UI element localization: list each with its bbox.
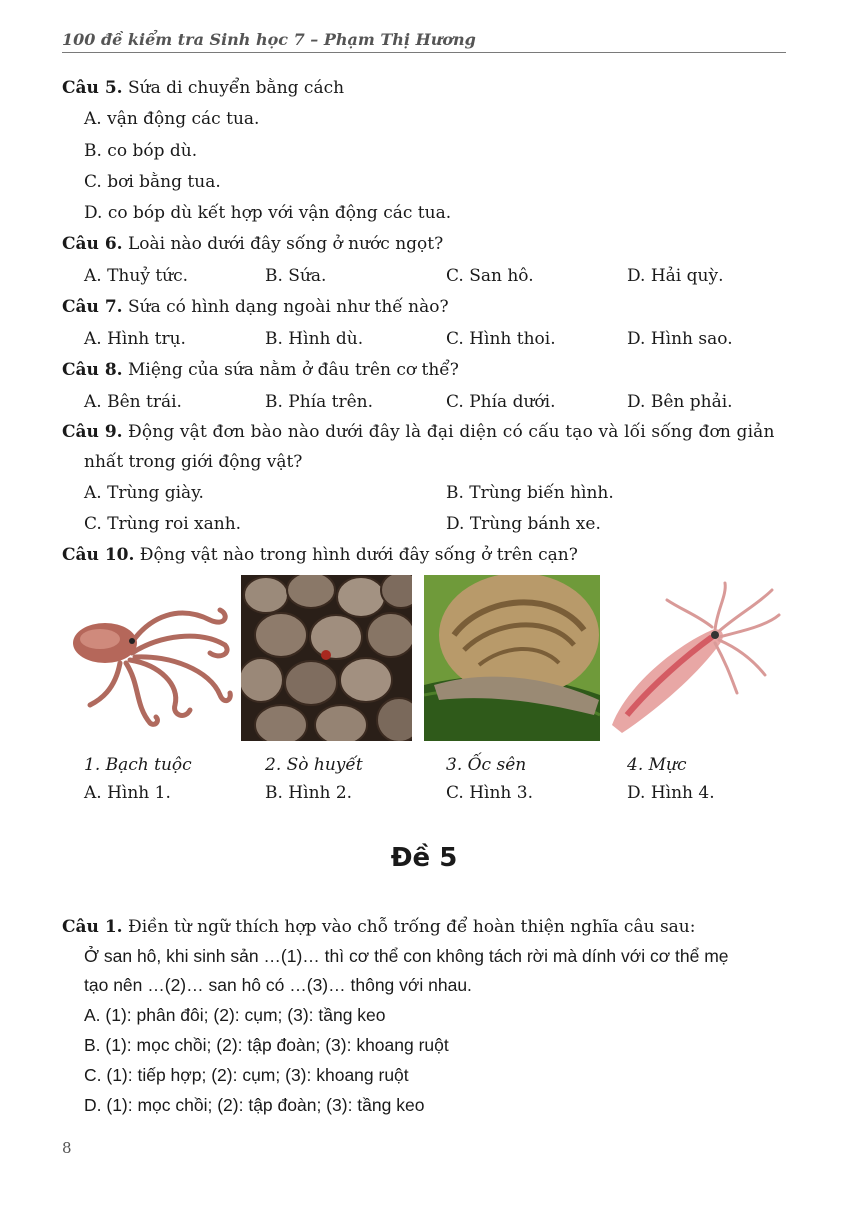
option: D. Trùng bánh xe. xyxy=(446,514,601,534)
snail-image xyxy=(424,575,600,741)
option: B. Hình 2. xyxy=(265,783,353,803)
cockles-image xyxy=(241,575,412,741)
question-9 xyxy=(62,422,775,442)
option: D. Hình sao. xyxy=(627,329,733,349)
option: B. (1): mọc chồi; (2): tập đoàn; (3): khoang ruột xyxy=(84,1035,449,1055)
de5-question-1 xyxy=(62,917,695,937)
figure-caption: 4. Mực xyxy=(627,755,687,775)
option: B. Trùng biến hình. xyxy=(446,483,614,503)
question-text: Động vật đơn bào nào dưới đây là đại diện có cấu tạo và lối sống đơn giản xyxy=(127,422,775,442)
question-8 xyxy=(62,360,459,380)
question-label: Câu 5. xyxy=(62,78,123,98)
question-label: Câu 1. xyxy=(62,917,123,937)
question-text: Miệng của sứa nằm ở đâu trên cơ thể? xyxy=(122,360,459,380)
squid-image xyxy=(607,575,783,741)
option: C. Phía dưới. xyxy=(446,392,556,412)
figure-caption: 2. Sò huyết xyxy=(265,755,363,775)
option: C. San hô. xyxy=(446,266,534,286)
option: C. bơi bằng tua. xyxy=(84,172,221,192)
option: B. Sứa. xyxy=(265,266,327,286)
option: B. co bóp dù. xyxy=(84,141,198,161)
figure-caption: 3. Ốc sên xyxy=(446,755,527,775)
question-text: Sứa di chuyển bằng cách xyxy=(122,78,345,98)
option: A. Thuỷ tức. xyxy=(84,266,189,286)
option: D. Hải quỳ. xyxy=(627,266,724,286)
option: D. Bên phải. xyxy=(627,392,733,412)
octopus-image xyxy=(60,575,238,741)
question-text: Loài nào dưới đây sống ở nước ngọt? xyxy=(122,234,444,254)
option: A. (1): phân đôi; (2): cụm; (3): tầng keo xyxy=(84,1005,386,1025)
question-6 xyxy=(62,234,443,254)
option: A. Bên trái. xyxy=(84,392,182,412)
option: A. Hình trụ. xyxy=(84,329,186,349)
option: C. Hình thoi. xyxy=(446,329,556,349)
question-stem: Ở san hô, khi sinh sản …(1)… thì cơ thể con không tách rời mà dính với cơ thể mẹ xyxy=(84,946,729,966)
question-text: Động vật nào trong hình dưới đây sống ở trên cạn? xyxy=(134,545,578,565)
option: B. Hình dù. xyxy=(265,329,364,349)
option: A. Hình 1. xyxy=(84,783,171,803)
question-label: Câu 7. xyxy=(62,297,123,317)
section-title: Đề 5 xyxy=(390,843,458,873)
option: C. Hình 3. xyxy=(446,783,533,803)
question-label: Câu 6. xyxy=(62,234,123,254)
question-text-cont: nhất trong giới động vật? xyxy=(84,452,303,472)
option: D. co bóp dù kết hợp với vận động các tua. xyxy=(84,203,452,223)
question-label: Câu 10. xyxy=(62,545,135,565)
question-7 xyxy=(62,297,449,317)
question-text: Điền từ ngữ thích hợp vào chỗ trống để hoàn thiện nghĩa câu sau: xyxy=(122,917,696,937)
option: D. Hình 4. xyxy=(627,783,715,803)
question-stem: tạo nên …(2)… san hô có …(3)… thông với nhau. xyxy=(84,975,472,995)
option: C. Trùng roi xanh. xyxy=(84,514,242,534)
option: A. Trùng giày. xyxy=(84,483,204,503)
option: C. (1): tiếp hợp; (2): cụm; (3): khoang ruột xyxy=(84,1065,409,1085)
question-text: Sứa có hình dạng ngoài như thế nào? xyxy=(122,297,449,317)
option: A. vận động các tua. xyxy=(84,109,260,129)
option: D. (1): mọc chồi; (2): tập đoàn; (3): tầng keo xyxy=(84,1095,425,1115)
option: B. Phía trên. xyxy=(265,392,374,412)
question-5 xyxy=(62,78,344,98)
question-label: Câu 9. xyxy=(62,422,123,442)
running-header: 100 đề kiểm tra Sinh học 7 – Phạm Thị Hương xyxy=(62,30,786,53)
page-number: 8 xyxy=(62,1139,72,1157)
question-10 xyxy=(62,545,578,565)
question-label: Câu 8. xyxy=(62,360,123,380)
figure-caption: 1. Bạch tuộc xyxy=(84,755,192,775)
